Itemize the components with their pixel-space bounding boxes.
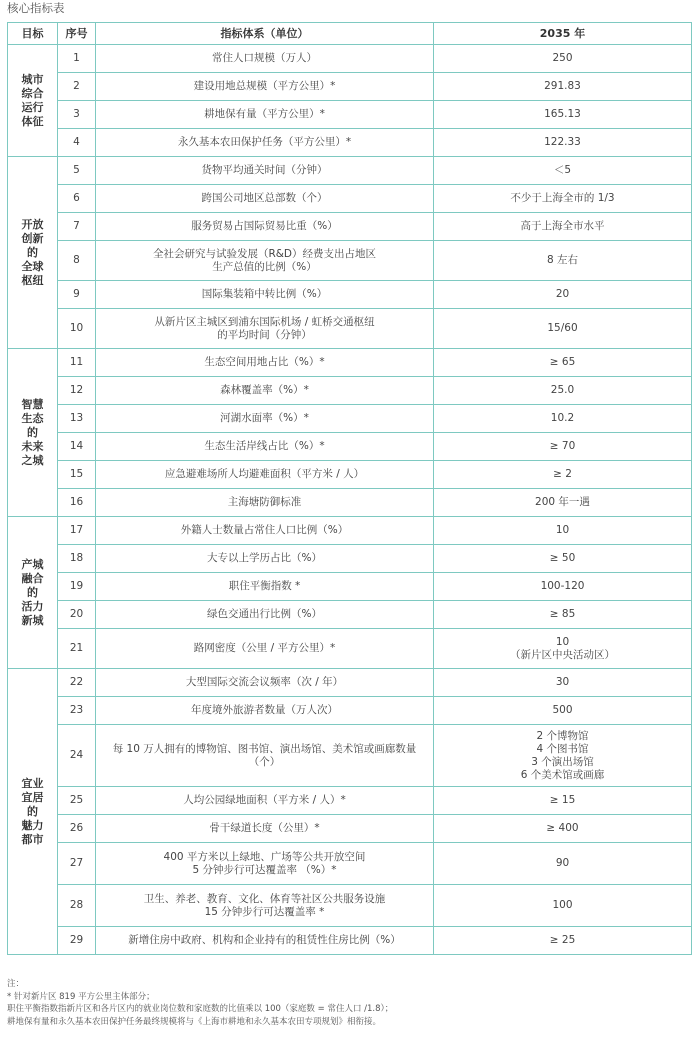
indicator-line: 服务贸易占国际贸易比重（%） — [191, 220, 338, 232]
row-number: 10 — [58, 309, 96, 349]
indicator-line: 每 10 万人拥有的博物馆、图书馆、演出场馆、美术馆或画廊数量 — [112, 742, 417, 755]
target-value-cell — [434, 433, 692, 461]
row-number: 17 — [58, 517, 96, 545]
row-number: 3 — [58, 101, 96, 129]
indicator-cell — [96, 927, 434, 955]
table-row — [8, 185, 692, 213]
goal-label-line: 的 — [27, 804, 38, 818]
row-number: 24 — [58, 725, 96, 787]
row-number: 9 — [58, 281, 96, 309]
goal-label-line: 枢纽 — [21, 273, 44, 287]
target-value-line: ≥ 50 — [549, 552, 576, 564]
table-row — [8, 629, 692, 669]
goal-label-line: 城市 — [21, 72, 44, 86]
table-row — [8, 489, 692, 517]
target-value-line: ≥ 15 — [549, 794, 576, 806]
indicator-line: 外籍人士数量占常住人口比例（%） — [180, 524, 349, 536]
goal-cell — [8, 517, 58, 669]
indicator-line: 15 分钟步行可达覆盖率 * — [204, 905, 325, 918]
row-number: 15 — [58, 461, 96, 489]
table-row — [8, 461, 692, 489]
indicator-cell — [96, 843, 434, 885]
row-number: 7 — [58, 213, 96, 241]
table-row — [8, 433, 692, 461]
table-row — [8, 517, 692, 545]
header-target-2035: 2035 年 — [434, 23, 692, 45]
goal-label-line: 体征 — [21, 114, 44, 128]
target-value-cell — [434, 601, 692, 629]
target-value-cell — [434, 349, 692, 377]
goal-label-line: 生态 — [21, 411, 44, 425]
row-number: 29 — [58, 927, 96, 955]
target-value-cell — [434, 281, 692, 309]
indicator-line: 跨国公司地区总部数（个） — [201, 192, 328, 204]
indicator-line: （个） — [248, 755, 281, 768]
goal-cell — [8, 157, 58, 349]
goal-label-line: 运行 — [21, 100, 44, 114]
indicator-line: 卫生、养老、教育、文化、体育等社区公共服务设施 — [143, 892, 386, 905]
indicator-cell — [96, 405, 434, 433]
goal-label-line: 都市 — [21, 832, 44, 846]
row-number: 27 — [58, 843, 96, 885]
indicator-cell — [96, 517, 434, 545]
target-value-line: ≥ 25 — [549, 934, 576, 946]
row-number: 20 — [58, 601, 96, 629]
indicator-line: 生态生活岸线占比（%）* — [204, 440, 325, 452]
goal-label-line: 的 — [27, 245, 38, 259]
target-value-cell — [434, 815, 692, 843]
indicator-cell — [96, 629, 434, 669]
row-number: 1 — [58, 45, 96, 73]
indicator-line: 常住人口规模（万人） — [212, 52, 317, 64]
indicator-cell — [96, 129, 434, 157]
table-row — [8, 129, 692, 157]
indicator-cell — [96, 461, 434, 489]
goal-label-line: 综合 — [21, 86, 44, 100]
table-row — [8, 815, 692, 843]
goal-label-line: 新城 — [21, 613, 44, 627]
row-number: 4 — [58, 129, 96, 157]
goal-label-line: 宜业 — [21, 776, 44, 790]
target-value-line: ≥ 65 — [549, 356, 576, 368]
target-value-line: 6 个美术馆或画廊 — [520, 768, 605, 781]
target-value-line: 100 — [552, 899, 573, 911]
table-row — [8, 45, 692, 73]
table-row — [8, 927, 692, 955]
indicator-line: 年度境外旅游者数量（万人次） — [191, 704, 338, 716]
target-value-line: 15/60 — [547, 322, 578, 334]
table-row — [8, 545, 692, 573]
table-row — [8, 669, 692, 697]
indicator-cell — [96, 433, 434, 461]
target-value-cell — [434, 213, 692, 241]
indicator-cell — [96, 697, 434, 725]
target-value-cell — [434, 629, 692, 669]
target-value-line: 4 个图书馆 — [536, 742, 589, 755]
target-value-line: 10 — [555, 524, 570, 536]
indicator-cell — [96, 815, 434, 843]
indicator-line: 职住平衡指数 * — [228, 580, 301, 592]
indicator-cell — [96, 545, 434, 573]
indicator-line: 货物平均通关时间（分钟） — [201, 164, 328, 176]
indicator-line: 大型国际交流会议频率（次 / 年） — [185, 676, 344, 688]
indicator-line: 大专以上学历占比（%） — [207, 552, 322, 564]
target-value-line: 10 — [555, 635, 570, 648]
table-row — [8, 573, 692, 601]
target-value-cell — [434, 405, 692, 433]
indicator-line: 的平均时间（分钟） — [217, 328, 312, 341]
table-row — [8, 885, 692, 927]
row-number: 22 — [58, 669, 96, 697]
target-value-line: 20 — [555, 288, 570, 300]
note-item: 耕地保有量和永久基本农田保护任务最终规模将与《上海市耕地和永久基本农田专项规划》相衔接。 — [7, 1016, 382, 1027]
table-row — [8, 213, 692, 241]
indicator-cell — [96, 787, 434, 815]
indicator-cell — [96, 281, 434, 309]
goal-label-line: 开放 — [21, 217, 44, 231]
indicator-cell — [96, 101, 434, 129]
indicator-cell — [96, 669, 434, 697]
table-header-row — [8, 23, 692, 45]
target-value-line: 500 — [552, 704, 573, 716]
target-value-cell — [434, 241, 692, 281]
indicator-cell — [96, 213, 434, 241]
indicator-cell — [96, 885, 434, 927]
table-row — [8, 377, 692, 405]
indicator-line: 森林覆盖率（%）* — [220, 384, 309, 396]
header-goal: 目标 — [8, 23, 58, 45]
indicator-cell — [96, 377, 434, 405]
table-row — [8, 843, 692, 885]
row-number: 2 — [58, 73, 96, 101]
indicator-cell — [96, 73, 434, 101]
goal-label-line: 的 — [27, 425, 38, 439]
row-number: 21 — [58, 629, 96, 669]
target-value-line: 10.2 — [550, 412, 575, 424]
target-value-cell — [434, 787, 692, 815]
indicator-cell — [96, 725, 434, 787]
target-value-cell — [434, 185, 692, 213]
target-value-cell — [434, 545, 692, 573]
table-row — [8, 241, 692, 281]
table-row — [8, 281, 692, 309]
indicator-line: 5 分钟步行可达覆盖率 （%）* — [192, 863, 337, 876]
indicator-line: 建设用地总规模（平方公里）* — [193, 80, 336, 92]
row-number: 11 — [58, 349, 96, 377]
row-number: 6 — [58, 185, 96, 213]
indicator-line: 河湖水面率（%）* — [220, 412, 309, 424]
goal-cell — [8, 669, 58, 955]
indicator-cell — [96, 241, 434, 281]
target-value-line: 2 个博物馆 — [536, 729, 589, 742]
target-value-line: 200 年一遇 — [535, 496, 590, 508]
target-value-line: 高于上海全市水平 — [520, 220, 605, 232]
row-number: 26 — [58, 815, 96, 843]
goal-label-line: 融合 — [21, 571, 44, 585]
indicator-cell — [96, 601, 434, 629]
indicator-line: 应急避难场所人均避难面积（平方米 / 人） — [164, 468, 365, 480]
goal-label-line: 活力 — [21, 599, 44, 613]
indicator-cell — [96, 489, 434, 517]
row-number: 23 — [58, 697, 96, 725]
target-value-cell — [434, 573, 692, 601]
target-value-cell — [434, 885, 692, 927]
goal-cell — [8, 349, 58, 517]
target-value-line: ≥ 70 — [549, 440, 576, 452]
target-value-line: 122.33 — [544, 136, 581, 148]
indicator-line: 400 平方米以上绿地、广场等公共开放空间 — [163, 850, 366, 863]
table-row — [8, 787, 692, 815]
table-row — [8, 405, 692, 433]
row-number: 13 — [58, 405, 96, 433]
row-number: 8 — [58, 241, 96, 281]
target-value-line: 100-120 — [540, 580, 585, 592]
indicator-line: 全社会研究与试验发展（R&D）经费支出占地区 — [152, 247, 377, 260]
target-value-line: （新片区中央活动区） — [510, 648, 615, 661]
indicator-cell — [96, 45, 434, 73]
table-row — [8, 101, 692, 129]
indicator-line: 永久基本农田保护任务（平方公里）* — [177, 136, 352, 148]
target-value-cell — [434, 927, 692, 955]
indicator-line: 绿色交通出行比例（%） — [207, 608, 322, 620]
indicator-cell — [96, 309, 434, 349]
notes — [7, 978, 691, 1028]
indicator-line: 生产总值的比例（%） — [212, 260, 317, 273]
goal-label-line: 智慧 — [21, 397, 44, 411]
target-value-cell — [434, 461, 692, 489]
indicator-line: 人均公园绿地面积（平方米 / 人）* — [183, 794, 346, 806]
table-row — [8, 349, 692, 377]
table-row — [8, 309, 692, 349]
goal-label-line: 创新 — [21, 231, 44, 245]
note-item: * 针对新片区 819 平方公里主体部分； — [7, 991, 155, 1002]
goal-cell — [8, 45, 58, 157]
header-indicator: 指标体系（单位） — [96, 23, 434, 45]
row-number: 5 — [58, 157, 96, 185]
indicator-line: 骨干绿道长度（公里）* — [209, 822, 320, 834]
goal-label-line: 魅力 — [21, 818, 44, 832]
target-value-line: ≥ 85 — [549, 608, 576, 620]
goal-label-line: 宜居 — [21, 790, 44, 804]
row-number: 19 — [58, 573, 96, 601]
goal-label-line: 全球 — [21, 259, 44, 273]
indicator-cell — [96, 185, 434, 213]
target-value-cell — [434, 377, 692, 405]
header-number: 序号 — [58, 23, 96, 45]
target-value-cell — [434, 101, 692, 129]
target-value-cell — [434, 309, 692, 349]
target-value-cell — [434, 697, 692, 725]
goal-label-line: 之城 — [21, 453, 44, 467]
target-value-line: ≥ 2 — [553, 468, 572, 480]
target-value-line: 165.13 — [544, 108, 581, 120]
target-value-cell — [434, 669, 692, 697]
indicator-line: 路网密度（公里 / 平方公里）* — [193, 642, 336, 654]
target-value-cell — [434, 517, 692, 545]
note-item: 职住平衡指数指新片区和各片区内的就业岗位数和家庭数的比值乘以 100（家庭数 = 常住人口 /1.8）； — [7, 1004, 394, 1014]
target-value-line: 90 — [555, 857, 570, 869]
row-number: 14 — [58, 433, 96, 461]
target-value-line: 不少于上海全市的 1/3 — [510, 192, 615, 204]
target-value-cell — [434, 725, 692, 787]
target-value-line: 3 个演出场馆 — [531, 755, 594, 768]
indicator-cell — [96, 349, 434, 377]
row-number: 28 — [58, 885, 96, 927]
target-value-cell — [434, 157, 692, 185]
goal-label-line: 未来 — [21, 439, 44, 453]
core-indicator-table — [7, 22, 692, 955]
table-row — [8, 601, 692, 629]
row-number: 16 — [58, 489, 96, 517]
target-value-line: 291.83 — [544, 80, 581, 92]
target-value-line: 30 — [555, 676, 570, 688]
indicator-line: 国际集装箱中转比例（%） — [201, 288, 328, 300]
indicator-line: 生态空间用地占比（%）* — [204, 356, 325, 368]
target-value-line: 8 左右 — [546, 254, 579, 266]
row-number: 25 — [58, 787, 96, 815]
table-row — [8, 157, 692, 185]
target-value-cell — [434, 129, 692, 157]
page-title: 核心指标表 — [7, 1, 65, 15]
target-value-line: ＜5 — [553, 164, 572, 176]
indicator-line: 耕地保有量（平方公里）* — [204, 108, 325, 120]
indicator-line: 从新片区主城区到浦东国际机场 / 虹桥交通枢纽 — [154, 315, 375, 328]
target-value-cell — [434, 843, 692, 885]
row-number: 12 — [58, 377, 96, 405]
indicator-line: 主海塘防御标准 — [227, 496, 302, 508]
target-value-cell — [434, 45, 692, 73]
target-value-line: ≥ 400 — [546, 822, 579, 834]
target-value-line: 250 — [552, 52, 573, 64]
target-value-cell — [434, 73, 692, 101]
table-row — [8, 725, 692, 787]
target-value-line: 25.0 — [550, 384, 575, 396]
indicator-line: 新增住房中政府、机构和企业持有的租赁性住房比例（%） — [128, 934, 401, 946]
indicator-cell — [96, 157, 434, 185]
table-row — [8, 73, 692, 101]
table-row — [8, 697, 692, 725]
goal-label-line: 的 — [27, 585, 38, 599]
goal-label-line: 产城 — [21, 557, 44, 571]
indicator-cell — [96, 573, 434, 601]
target-value-cell — [434, 489, 692, 517]
row-number: 18 — [58, 545, 96, 573]
notes-label: 注： — [7, 979, 25, 989]
